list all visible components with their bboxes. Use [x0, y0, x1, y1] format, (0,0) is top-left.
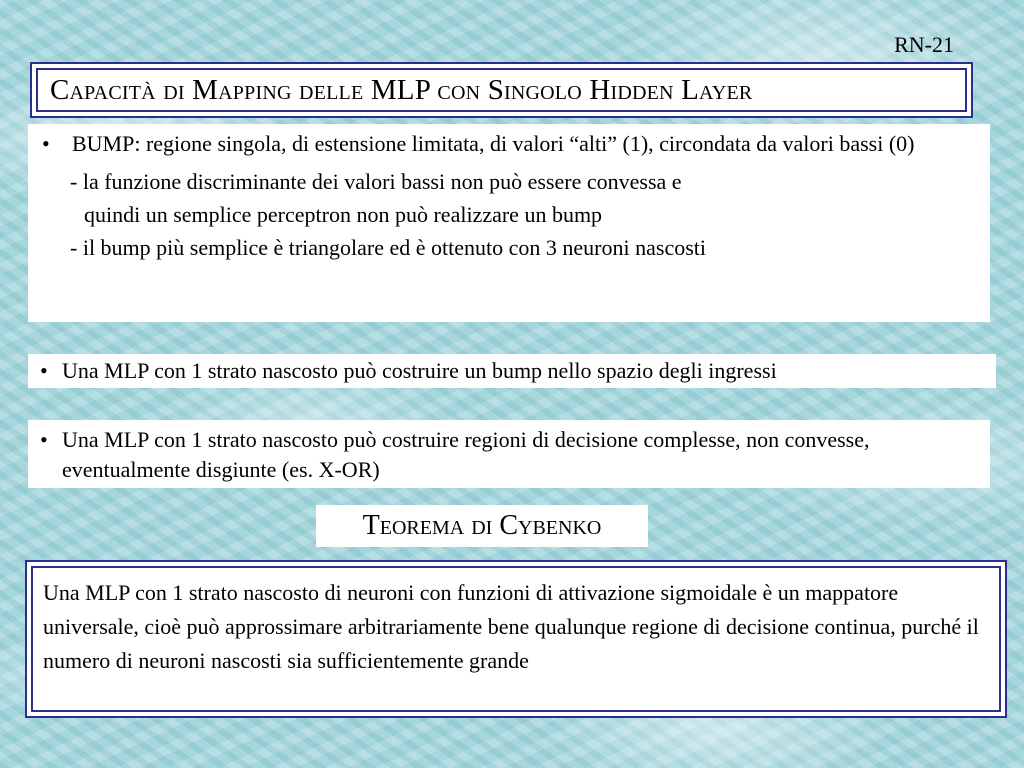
- title-box-inner: [36, 68, 967, 112]
- bump-sub-point-convex-line1: - la funzione discriminante dei valori bassi non può essere convessa e: [70, 169, 682, 194]
- bump-panel: [28, 124, 990, 322]
- theorem-title: Teorema di Cybenko: [362, 510, 602, 541]
- bump-bullet: [42, 129, 982, 159]
- bump-sub-point-convex: [42, 165, 982, 231]
- bump-sub-point-convex-line2: quindi un semplice perceptron non può realizzare un bump: [84, 202, 603, 227]
- theorem-body: Una MLP con 1 strato nascosto di neuroni con funzioni di attivazione sigmoidale è un mappatore universale, cioè può approssimare arbitrariamente bene qualunque regione di decisione continua, purché il numero di neuroni nascosti sia sufficientemente grande: [31, 566, 1001, 712]
- mlp-regions-panel: [28, 420, 990, 488]
- mlp-bump-panel: [28, 354, 996, 388]
- theorem-title-panel: [316, 505, 648, 547]
- mlp-bump-bullet-text: Una MLP con 1 strato nascosto può costruire un bump nello spazio degli ingressi: [62, 358, 777, 383]
- bump-sub-point-triangular: - il bump più semplice è triangolare ed è ottenuto con 3 neuroni nascosti: [70, 235, 706, 260]
- title-box: [30, 62, 973, 118]
- mlp-regions-bullet-text: Una MLP con 1 strato nascosto può costruire regioni di decisione complesse, non convesse, eventualmente disgiunte (es. X-OR): [62, 427, 870, 482]
- bullet-icon: •: [40, 358, 48, 383]
- bump-bullet-text: BUMP: regione singola, di estensione limitata, di valori “alti” (1), circondata da valori bassi (0): [72, 131, 915, 156]
- mlp-bump-bullet: [40, 356, 988, 386]
- bullet-icon: •: [40, 427, 48, 452]
- theorem-box: [25, 560, 1007, 718]
- slide-number: RN-21: [894, 32, 954, 57]
- bullet-icon: •: [42, 131, 50, 156]
- mlp-regions-bullet: [40, 425, 982, 485]
- slide-title: Capacità di Mapping delle MLP con Singolo Hidden Layer: [50, 73, 753, 106]
